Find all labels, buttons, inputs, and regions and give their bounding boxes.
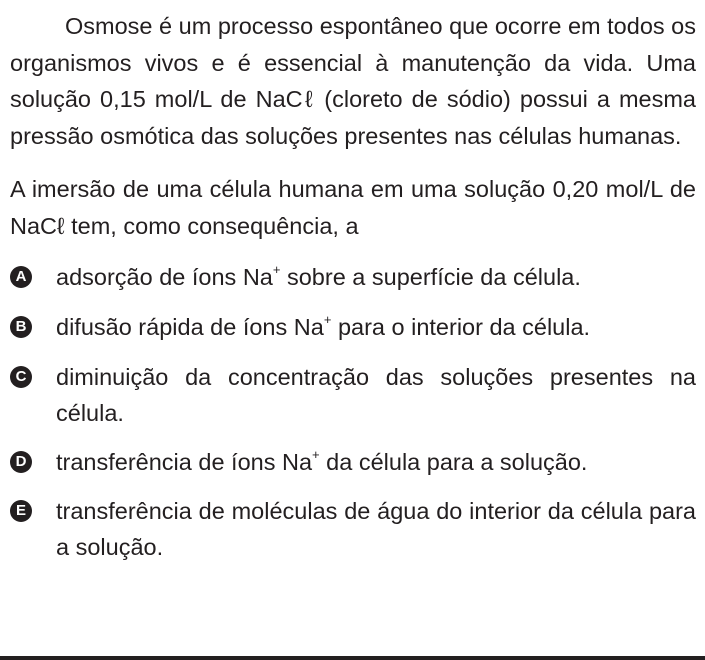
option-d-text-start: transferência de íons Na	[56, 448, 313, 475]
option-c-letter-badge: C	[10, 366, 32, 388]
option-a-letter-badge: A	[10, 266, 32, 288]
option-a-superscript: +	[272, 262, 281, 278]
option-e-letter-badge: E	[10, 500, 32, 522]
bottom-divider	[0, 656, 705, 660]
option-a[interactable]	[10, 259, 696, 296]
option-d[interactable]	[10, 444, 696, 481]
option-c[interactable]	[10, 359, 696, 431]
option-c-text: diminuição da concentração das soluções presentes na célula.	[56, 363, 696, 426]
option-a-text-end: sobre a superfície da célula.	[280, 264, 581, 291]
option-a-text	[56, 259, 696, 296]
option-b-text-start: difusão rápida de íons Na	[56, 313, 324, 340]
question-block	[10, 0, 696, 565]
option-e[interactable]	[10, 493, 696, 565]
question-intro: Osmose é um processo espontâneo que ocorre em todos os organismos vivos e é essencial à manutenção da vida. Uma solução 0,15 mol/L de NaCℓ (cloreto de sódio) possui a mesma pressão osmótica das soluções presentes nas células humanas.	[10, 13, 696, 150]
option-b-text-end: para o interior da célula.	[331, 313, 591, 340]
option-d-superscript: +	[312, 446, 320, 462]
option-e-text: transferência de moléculas de água do interior da célula para a solução.	[56, 498, 696, 561]
question-prompt: A imersão de uma célula humana em uma solução 0,20 mol/L de NaCℓ tem, como consequência, a	[10, 175, 696, 239]
option-d-text-end: da célula para a solução.	[319, 448, 588, 475]
option-d-letter-badge: D	[10, 451, 32, 473]
option-b-superscript: +	[323, 312, 332, 328]
option-a-text-start: adsorção de íons Na	[56, 264, 273, 291]
option-b[interactable]	[10, 309, 696, 346]
option-d-text	[56, 444, 696, 481]
answer-options	[10, 259, 696, 565]
option-b-letter-badge: B	[10, 316, 32, 338]
option-b-text	[56, 309, 696, 346]
